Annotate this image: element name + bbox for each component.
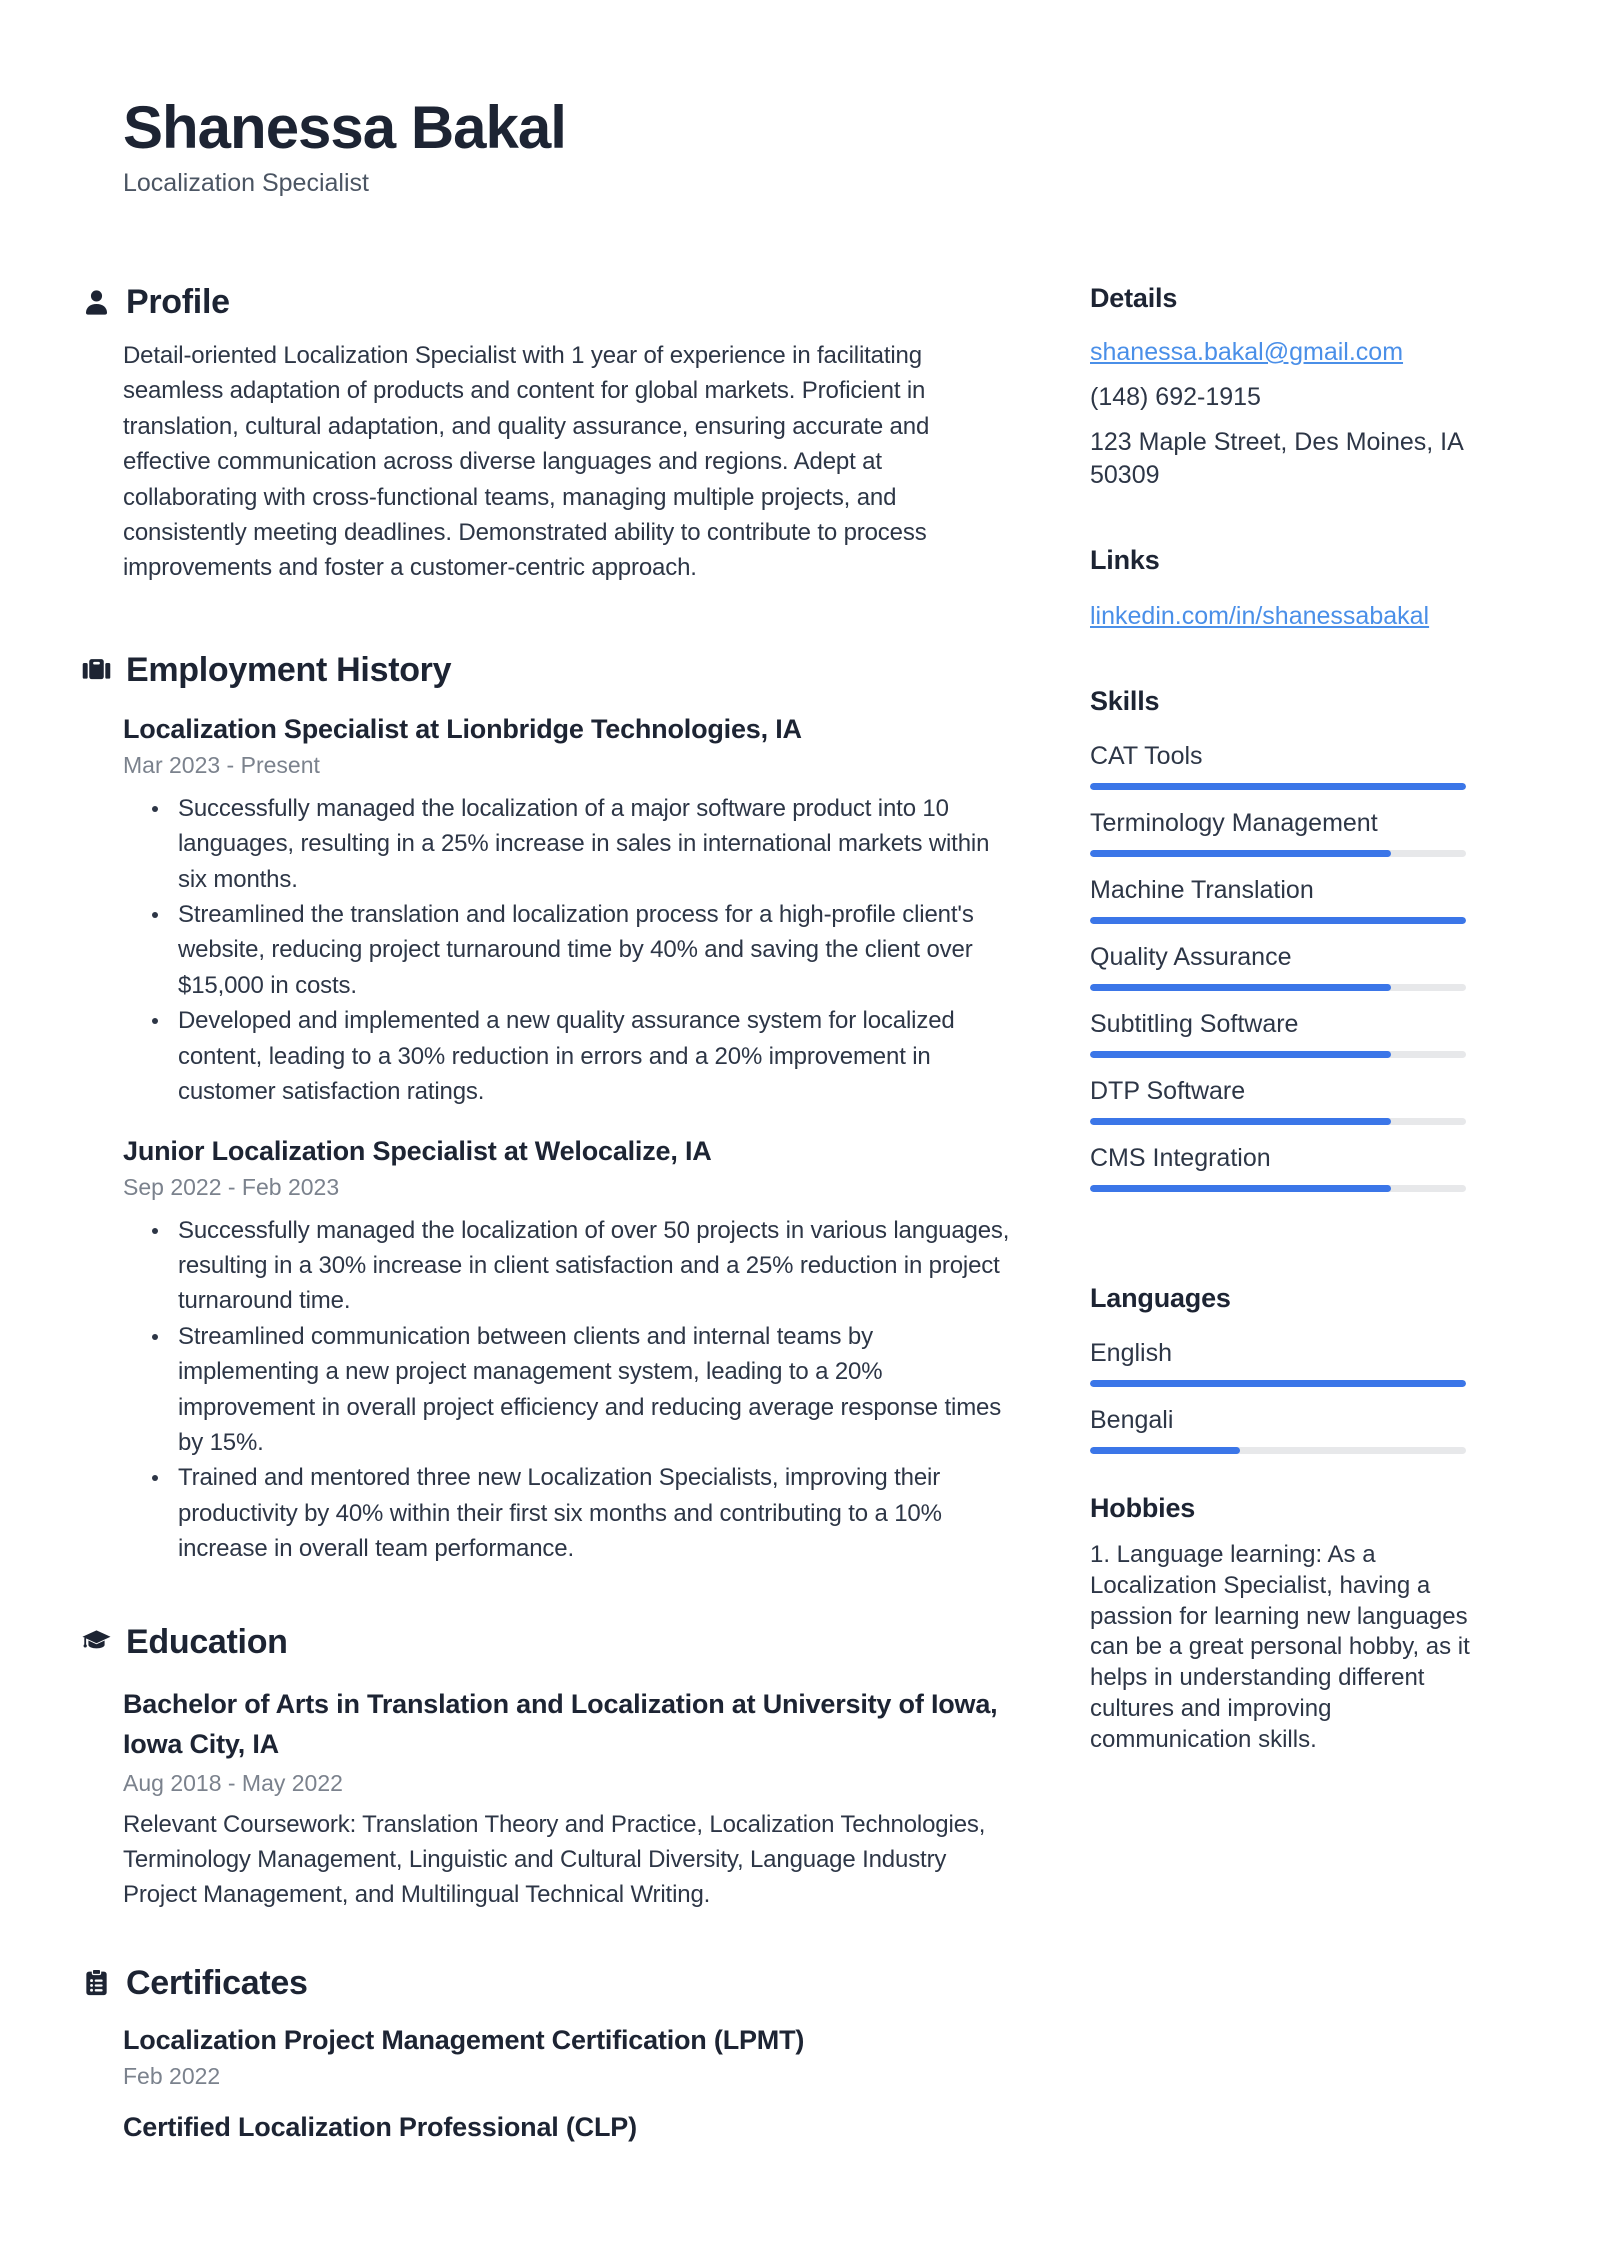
job-title: Localization Specialist at Lionbridge Technologies, IA: [123, 713, 802, 744]
email-row: [1090, 336, 1470, 369]
skill-bar-track: [1090, 1118, 1466, 1125]
certificate-entry: [123, 2023, 1022, 2090]
skill-bar-track: [1090, 1185, 1466, 1192]
certificates-heading-label: Certificates: [126, 1963, 308, 2002]
skill-bar-fill: [1090, 1118, 1391, 1125]
job-title: Junior Localization Specialist at Welocalize, IA: [123, 1135, 712, 1166]
skill-bar-track: [1090, 917, 1466, 924]
language-item: [1090, 1338, 1470, 1387]
skill-bar-track: [1090, 850, 1466, 857]
certificate-title: Certified Localization Professional (CLP): [123, 2111, 637, 2142]
skill-bar-track: [1090, 1051, 1466, 1058]
skill-label: CMS Integration: [1090, 1144, 1271, 1172]
language-bar-track: [1090, 1447, 1466, 1454]
skill-item: [1090, 942, 1470, 991]
education-section-heading: [82, 1622, 1022, 1662]
skill-bar-fill: [1090, 850, 1391, 857]
job-bullet: Streamlined communication between clients and internal teams by implementing a new project management system, leading to a 20% improvement in overall project efficiency and reducing average response times by 15%.: [123, 1319, 1018, 1461]
education-degree: Bachelor of Arts in Translation and Localization at University of Iowa, Iowa City, IA: [123, 1688, 998, 1759]
briefcase-icon: [82, 655, 111, 684]
job-bullet-list: [123, 1213, 1018, 1567]
skill-item: [1090, 875, 1470, 924]
education-heading-label: Education: [126, 1622, 288, 1661]
person-icon: [82, 288, 111, 317]
page-title: Shanessa Bakal: [123, 94, 566, 161]
skill-item: [1090, 741, 1470, 790]
skill-bar-fill: [1090, 783, 1466, 790]
clipboard-list-icon: [82, 1968, 111, 1997]
language-bar-track: [1090, 1380, 1466, 1387]
job-role-subtitle: Localization Specialist: [123, 169, 369, 197]
links-heading: Links: [1090, 545, 1160, 575]
graduation-cap-icon: [82, 1627, 111, 1656]
languages-list: [1090, 1338, 1470, 1454]
phone-number: (148) 692-1915: [1090, 383, 1261, 411]
sidebar: [1090, 0, 1470, 1756]
language-label: Bengali: [1090, 1406, 1174, 1434]
skill-bar-fill: [1090, 917, 1466, 924]
profile-section-heading: [82, 282, 1022, 322]
job-entry: [123, 1134, 1022, 1567]
skill-bar-fill: [1090, 1051, 1391, 1058]
employment-heading-label: Employment History: [126, 650, 452, 689]
education-description: Relevant Coursework: Translation Theory and Practice, Localization Technologies, Terminology Management, Linguistic and Cultural Diversity, Language Industry Project Management, and Multilingual Technical Writing.: [123, 1810, 986, 1909]
skill-label: DTP Software: [1090, 1077, 1246, 1105]
job-period: Mar 2023 - Present: [123, 751, 320, 778]
skill-label: Machine Translation: [1090, 876, 1314, 904]
skill-label: Terminology Management: [1090, 809, 1378, 837]
job-entry: [123, 712, 1022, 1110]
link-row: [1090, 600, 1470, 633]
details-heading: Details: [1090, 283, 1178, 313]
skill-item: [1090, 808, 1470, 857]
hobbies-text: 1. Language learning: As a Localization Specialist, having a passion for learning new languages can be a great personal hobby, as it helps in understanding different cultures and improving communication skills.: [1090, 1541, 1470, 1753]
education-period: Aug 2018 - May 2022: [123, 1769, 343, 1796]
linkedin-link[interactable]: linkedin.com/in/shanessabakal: [1090, 602, 1430, 630]
skill-item: [1090, 1009, 1470, 1058]
job-bullet: Successfully managed the localization of over 50 projects in various languages, resulting in a 30% increase in client satisfaction and a 25% reduction in project turnaround time.: [123, 1213, 1018, 1319]
skill-bar-track: [1090, 984, 1466, 991]
certificates-section-heading: [82, 1963, 1022, 2003]
skill-label: Quality Assurance: [1090, 943, 1292, 971]
hobbies-heading: Hobbies: [1090, 1493, 1196, 1523]
skill-bar-track: [1090, 783, 1466, 790]
job-bullet: Successfully managed the localization of a major software product into 10 languages, resulting in a 25% increase in sales in international markets within six months.: [123, 791, 1018, 897]
address: 123 Maple Street, Des Moines, IA 50309: [1090, 428, 1463, 489]
skills-list: [1090, 741, 1470, 1192]
certificate-period: Feb 2022: [123, 2062, 221, 2089]
job-period: Sep 2022 - Feb 2023: [123, 1173, 340, 1200]
certificate-title: Localization Project Management Certification (LPMT): [123, 2024, 805, 2055]
profile-heading-label: Profile: [126, 283, 230, 321]
skill-label: Subtitling Software: [1090, 1010, 1299, 1038]
skills-heading: Skills: [1090, 686, 1160, 716]
job-bullet-list: [123, 791, 1018, 1110]
skill-bar-fill: [1090, 1185, 1391, 1192]
job-bullet: Developed and implemented a new quality assurance system for localized content, leading to a 30% reduction in errors and a 20% improvement in customer satisfaction ratings.: [123, 1003, 1018, 1109]
email-link[interactable]: shanessa.bakal@gmail.com: [1090, 338, 1404, 366]
language-bar-fill: [1090, 1447, 1240, 1454]
employment-section-heading: [82, 650, 1022, 690]
skill-item: [1090, 1076, 1470, 1125]
language-bar-fill: [1090, 1380, 1466, 1387]
language-item: [1090, 1405, 1470, 1454]
profile-summary: Detail-oriented Localization Specialist with 1 year of experience in facilitating seamless adaptation of products and content for global markets. Proficient in translation, cultural adaptation, and quality assurance, ensuring accurate and effective communication across diverse languages and regions. Adept at collaborating with cross-functional teams, managing multiple projects, and consistently meeting deadlines. Demonstrated ability to contribute to process improvements and foster a customer-centric approach.: [123, 342, 930, 582]
skill-item: [1090, 1143, 1470, 1192]
job-bullet: Streamlined the translation and localization process for a high-profile client's website, reducing project turnaround time by 40% and saving the client over $15,000 in costs.: [123, 897, 1018, 1003]
language-label: English: [1090, 1339, 1172, 1367]
skill-label: CAT Tools: [1090, 742, 1203, 770]
skill-bar-fill: [1090, 984, 1391, 991]
certificate-entry: [123, 2110, 1022, 2144]
main-column: [82, 0, 1022, 2144]
languages-heading: Languages: [1090, 1283, 1231, 1313]
job-bullet: Trained and mentored three new Localization Specialists, improving their productivity by 40% within their first six months and contributing to a 10% increase in overall team performance.: [123, 1460, 1018, 1566]
